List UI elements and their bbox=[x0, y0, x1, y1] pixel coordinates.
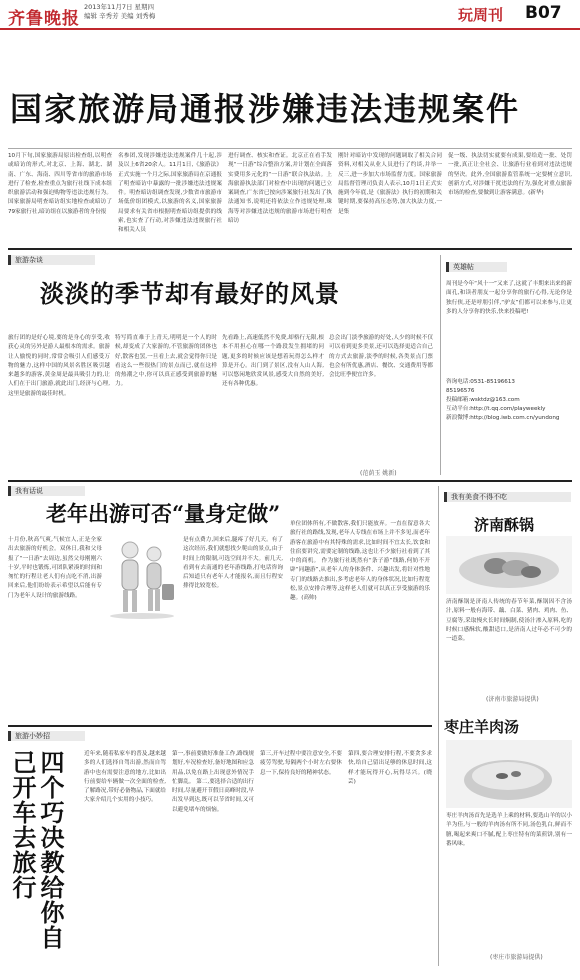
issue-meta bbox=[84, 3, 155, 21]
food-item2-credit: (枣庄市旅游局提供) bbox=[490, 954, 543, 961]
story3-headline: 老年出游可否“量身定做” bbox=[46, 501, 281, 526]
story4-headline: 四个巧决教给你自己开车去旅行 bbox=[8, 750, 65, 950]
elderly-travelers-illustration bbox=[104, 536, 180, 620]
issue-editors: 编辑 辛秀芳 美编 刘秀梅 bbox=[84, 12, 156, 20]
contact-email: 投稿邮箱:wsktdz@163.com bbox=[446, 397, 520, 403]
story4-col-4: 第四,要合理安排行程,不要贪多求快,给自己留出足够的休息时间,这样才能玩得开心,玩得尽兴。(晓芸) bbox=[348, 751, 432, 785]
story2-byline: (范荫玉 姚新) bbox=[360, 470, 397, 477]
food-item1-title: 济南酥锅 bbox=[474, 516, 535, 534]
contact-phone: 咨询电话:0531-85196613 bbox=[446, 379, 515, 385]
story4-col-1: 近年来,随着私家车的普及,越来越多的人们选择自驾出游,然而自驾游中也有需要注意的地方,比如出行前要给车辆做一次全面的检查,了解路况,带好必备物品,下面就给大家介绍几个实用的小技巧。 bbox=[84, 751, 166, 804]
story2-tag: 旅游杂谈 bbox=[8, 255, 95, 265]
story3-col-2: 是有点费力,回来后,腿疼了好几天。有了这次经历,我们就想找少爬山的景点,由于时间上的限制,可选空间并不大。前几天,看到有去南通的老年游线路,打电话咨询后知道只有老年人才能报名,而且行程安排得比较宽松。 bbox=[183, 537, 283, 590]
story2-col-2: 特写简直难于上青天,明明是一个人的时候,却变成了大家游的,不管旅游的团体也好,散客也罢,一旦看上去,就会觉得你只是看这么一些很热门的景点而已,就在这样的热潮之中,你可以真正感受到旅游的魅力。 bbox=[115, 335, 217, 388]
main-story-col-2: 名参团,发现涉嫌违法违规案件几十起,涉及以上6省20余人。11月1日,《旅游法》正式实施一个月之际,国家旅游局在京通报了明查暗访中暴露的一批涉嫌违法违规案件。明查暗访组调查发现,少数省市旅游市场低价组团模式,以旅游的名义,国家旅游局要求有关省市根据明查暗访组提供的线索,也实查了行动,对涉嫌违法违规旅行社和相关人员 bbox=[118, 153, 222, 234]
section-name: 玩周刊 bbox=[458, 6, 504, 24]
issue-date: 2013年11月7日 星期四 bbox=[84, 3, 155, 11]
food-tag: 我有美食不得不吃 bbox=[444, 492, 571, 502]
main-story-col-1: 10月下旬,国家旅游局原出检查组,以明查或暗访的形式,对北京、上海、湖北、湖南、广东、海南、四川等省市的旅游市场进行了检查,检查重点为旅行社线下成本组织旅游活动和强迫购物等违法违规行为。国家旅游局明查暗访组实地检查或暗访了79家旅行社,暗访组在以旅游者的身份报 bbox=[8, 153, 112, 215]
main-story-col-4: 刚针对暗访中发现的问题调取了相关合同资料,对相关从业人员进行了约谈,并举一反三,进一步加大市场监督力度。国家旅游局监督管理司负责人表示,10月1日正式实施到今年底,是《旅游法》执行的初期和关键时期,要保持高压态势,加大执法力度,一是集 bbox=[338, 153, 442, 215]
story3-col-1: 十月份,秋高气爽,气候宜人,正是全家出去旅游的好机会。双休日,我和父母报了“一日游”去周边,虽然父母刚刚六十岁,平时也锻炼,可团队紧凑的时间和匆忙的行程让老人们有点吃不消,出游回来后,他们纷纷表示希望以后能有专门为老年人设计的旅游线路。 bbox=[8, 537, 102, 599]
story3-col-3: 单位团体所有,不做散客,我们只能放弃。一直在留意各大旅行社的路线,发现,老年人专线在市场上并不多见,而老年游客在旅游中有其特殊的需求,比如时间不宜太长,饮食和住宿要讲究,需要定制的线路,这也让不少旅行社看到了其中的商机。 作为旅行社既然有“条子游”线路,何妨不开辟“同趣游”,从老年人的身体条件、兴趣出发,将针对性地专门的线路去推出,多考虑老年人的身体状况,比如行程宽松,景点安排合理等,这样老人们就可以真正享受旅游的乐趣。(高帅) bbox=[290, 521, 430, 602]
sidebar-tag: 英雄帖 bbox=[446, 262, 507, 272]
main-story-col-5: 促一级、执法切实就要有成果,要给造一批、处罚一批,真正让全社会、让旅游行业看到对违法违规的坚决。此外,全国旅游监管系统一定要树立意识,创新方式,对涉嫌干扰违法的行为,强化对重点旅游市场的检查,要做到让游客满意。(新华) bbox=[448, 153, 572, 197]
food-item1-credit: (济南市旅游局提供) bbox=[486, 696, 539, 703]
story2-headline: 淡淡的季节却有最好的风景 bbox=[40, 279, 340, 308]
contact-qq-weibo: 互动平台:http://t.qq.com/playweekly bbox=[446, 406, 546, 412]
contact-sina-weibo: 新浪微博:http://blog.iwb.com.cn/yundong bbox=[446, 415, 560, 421]
main-headline: 国家旅游局通报涉嫌违法违规案件 bbox=[10, 90, 521, 128]
sidebar-contacts bbox=[446, 378, 572, 476]
page-number: B07 bbox=[525, 3, 562, 23]
story2-col-4: 总会出门淡季旅游的好处,人少的时候不仅可以看到更多美景,还可以选择更适合自己的方式去旅游,淡季的时候,各类景点门票也会有所优惠,酒店、餐饮、交通费用等都会比旺季便宜许多。 bbox=[329, 335, 433, 379]
story4-tag: 旅游小妙招 bbox=[8, 731, 85, 741]
section-divider bbox=[8, 725, 432, 727]
section-divider bbox=[8, 248, 572, 250]
crispy-pot-photo bbox=[446, 536, 572, 594]
story3-tag: 我有话说 bbox=[8, 486, 85, 496]
newspaper-logo: 齐鲁晚报 bbox=[8, 9, 80, 29]
food-item1-body: 济南酥锅是济南人传统的春节年菜,酥锅因不含汤汁,原料一般有海带、藕、白菜、猪肉、鸡肉、鱼、豆腐等,采取慢火长时间焖制,使汤汁渗入原料,吃的时候口感酥软,酸甜适口,是济南人过年必不可少的一道菜。 bbox=[446, 599, 572, 643]
main-story-col-3: 进行调查、核实和查证。北京正在看手发现“一日游”综合整治方案,并计划在全面落实费用多元化的“一日游”联合执法站。上海旅游执法部门对检查中出现的问题已立案调查,广东省已按向涉案旅行社发出了执法通知书,说明还将依法立作违规处理,珠海等对涉嫌违法违规的旅游市场进行明查暗访 bbox=[228, 153, 332, 225]
mutton-soup-photo bbox=[446, 740, 572, 808]
food-item2-title: 枣庄羊肉汤 bbox=[444, 718, 520, 736]
section-divider bbox=[8, 480, 572, 482]
story2-col-3: 先看路上,高速低然不免费,却格行无限,根本不用担心在哪一个路段发生拥堵的问题,更多的时候应该是想着玩得怎么样才算是开心。出门到了景区,没有人山人海,可以悠闲地欣赏风景,感受大自然的美好,还有各种优惠。 bbox=[222, 335, 324, 388]
contact-phone-2: 85196576 bbox=[446, 388, 475, 394]
story4-col-2: 第一,事前要做好准备工作,路线规划好,车况检查好,备好地图和应急用品,以免在路上出现意外情况手忙脚乱。 第二,要选择合适的出行时间,尽量避开节假日高峰时段,早出发早到达,既可以节省时间,又可以避免堵车的烦恼。 bbox=[172, 751, 254, 813]
food-item2-body: 枣庄羊肉汤首先是选羊上乘的材料,要选山羊的以小羊为佳,与一般的羊肉汤有所不同,汤色乳白,鲜而不膻,喝起来爽口不腻,配上枣庄特有的菜煎饼,别有一番风味。 bbox=[446, 813, 572, 847]
story2-col-1: 旅行团的是好心境,要的是身心的享受,收获心灵的另外是游人最根本的需求。旅游让人愉悦的同时,常常会吸引人们感受万物的魅力,这样中国的风景名胜区吸引越来越多的游客,黄金周是最具吸引力的,让人们在于出门旅游,就此出门,经济与心理,这里是旅游的最佳时机。 bbox=[8, 335, 110, 397]
sidebar-body: 周刊是今年“风十一”又来了,这就了丰期来出来的新面孔,和读者朋友一起分享你的旅行心得,无论你是独行侠,还是呼朋引伴,“驴友”们都可以来参与,让更多的人分享你的快乐,快来投稿吧! bbox=[446, 281, 572, 315]
story4-col-3: 第三,开车过程中要注意安全,不要疲劳驾驶,每隔两个小时左右要休息一下,保持良好的精神状态。 bbox=[260, 751, 342, 776]
